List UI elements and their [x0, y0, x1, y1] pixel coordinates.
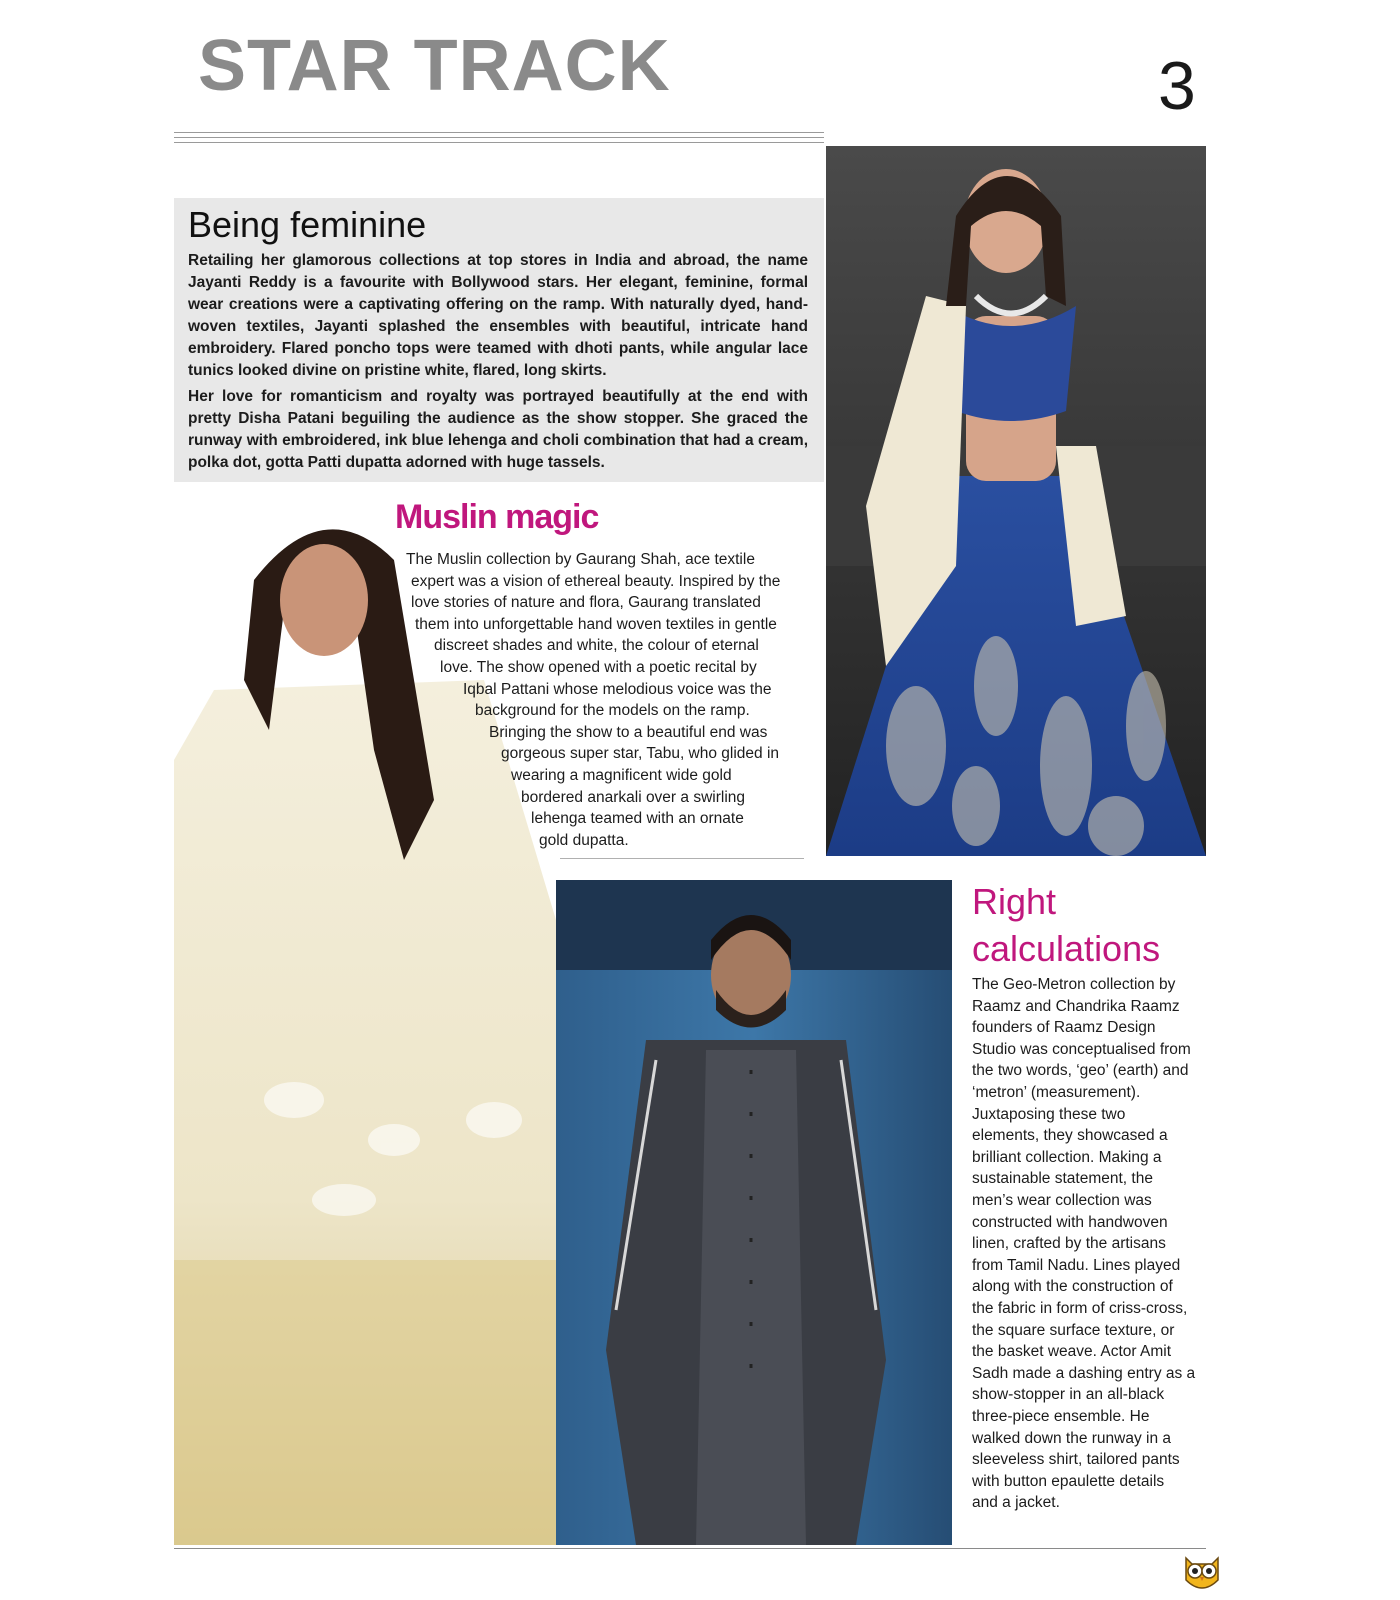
right-calculations-line: constructed with handwoven — [972, 1213, 1168, 1231]
right-calculations-line: men’s wear collection was — [972, 1192, 1152, 1209]
right-calculations-heading — [972, 878, 1160, 972]
muslin-magic-line: expert was a vision of ethereal beauty. Inspired by the — [411, 572, 781, 590]
footer-rule — [174, 1548, 1206, 1549]
muslin-magic-line: background for the models on the ramp. — [475, 702, 750, 720]
right-calculations-line: elements, they showcased a — [972, 1127, 1168, 1145]
right-calculations-heading-line: Right — [972, 881, 1057, 922]
right-calculations-line: walked down the runway in a — [972, 1429, 1172, 1447]
muslin-magic-heading: Muslin magic — [395, 498, 599, 536]
right-calculations-line: founders of Raamz Design — [972, 1019, 1156, 1037]
right-calculations-heading-line: calculations — [972, 928, 1161, 969]
muslin-divider — [560, 858, 804, 859]
muslin-magic-line: discreet shades and white, the colour of eternal — [434, 637, 759, 655]
header-rule-middle — [174, 137, 824, 138]
right-calculations-line: show-stopper in an all-black — [972, 1386, 1165, 1404]
right-calculations-line: three-piece ensemble. He — [972, 1408, 1150, 1425]
owl-icon — [1180, 1550, 1224, 1594]
being-feminine-paragraph-1: Retailing her glamorous collections at top stores in India and abroad, the name Jayanti Reddy is a favourite with Bollywood stars. Her elegant, feminine, formal wear creations were a captivating offering on the ramp. With naturally dyed, hand-woven textiles, Jayanti splashed the ensembles with beautiful, intricate hand embroidery. Flared poncho tops were teamed with dhoti pants, while angular lace tunics looked divine on pristine white, flared, long skirts. — [188, 252, 808, 379]
right-calculations-line: Raamz and Chandrika Raamz — [972, 997, 1180, 1015]
being-feminine-heading: Being feminine — [188, 204, 427, 245]
header-rule-bottom — [174, 142, 824, 143]
right-calculations-line: with button epaulette details — [972, 1472, 1165, 1490]
muslin-magic-line: love. The show opened with a poetic recital by — [440, 659, 757, 676]
right-calculations-line: Sadh made a dashing entry as a — [972, 1364, 1196, 1382]
right-calculations-line: and a jacket. — [972, 1494, 1060, 1512]
right-calculations-line: The Geo-Metron collection by — [972, 976, 1176, 993]
right-calculations-line: from Tamil Nadu. Lines played — [972, 1256, 1181, 1274]
right-calculations-line: along with the construction of — [972, 1278, 1173, 1296]
muslin-magic-line: wearing a magnificent wide gold — [511, 767, 732, 784]
right-calculations-line: the basket weave. Actor Amit — [972, 1343, 1172, 1361]
black-ensemble-runway-photo — [556, 880, 952, 1545]
right-calculations-line: the square surface texture, or — [972, 1321, 1175, 1339]
right-calculations-line: brilliant collection. Making a — [972, 1148, 1162, 1166]
muslin-magic-line: gold dupatta. — [539, 831, 629, 849]
right-calculations-line: sleeveless shirt, tailored pants — [972, 1451, 1180, 1469]
right-calculations-line: linen, crafted by the artisans — [972, 1235, 1166, 1253]
header-rule-top — [174, 132, 824, 133]
muslin-magic-line: The Muslin collection by Gaurang Shah, ace textile — [406, 551, 755, 568]
right-calculations-line: the fabric in form of criss-cross, — [972, 1300, 1188, 1317]
muslin-magic-line: Iqbal Pattani whose melodious voice was the — [463, 680, 772, 698]
muslin-magic-line: love stories of nature and flora, Gaurang translated — [411, 594, 761, 612]
right-calculations-line: the two words, ‘geo’ (earth) and — [972, 1062, 1189, 1080]
muslin-magic-line: gorgeous super star, Tabu, who glided in — [501, 745, 780, 763]
muslin-magic-line: lehenga teamed with an ornate — [531, 810, 744, 828]
muslin-magic-line: Bringing the show to a beautiful end was — [489, 723, 768, 741]
right-calculations-line: sustainable statement, the — [972, 1170, 1153, 1188]
page-number: 3 — [1158, 48, 1196, 124]
right-calculations-line: Studio was conceptualised from — [972, 1040, 1191, 1058]
blue-lehenga-runway-photo — [826, 146, 1206, 856]
right-calculations-line: Juxtaposing these two — [972, 1105, 1126, 1123]
section-title: STAR TRACK — [198, 26, 671, 106]
muslin-magic-line: bordered anarkali over a swirling — [521, 788, 746, 806]
being-feminine-paragraph-2: Her love for romanticism and royalty was portrayed beautifully at the end with pretty Disha Patani beguiling the audience as the show stopper. She graced the runway with embroidered, ink blue lehenga and choli combination that had a cream, polka dot, gotta Patti dupatta adorned with huge tassels. — [188, 388, 808, 471]
right-calculations-line: ‘metron’ (measurement). — [972, 1084, 1141, 1101]
muslin-magic-line: them into unforgettable hand woven textiles in gentle — [415, 615, 777, 633]
